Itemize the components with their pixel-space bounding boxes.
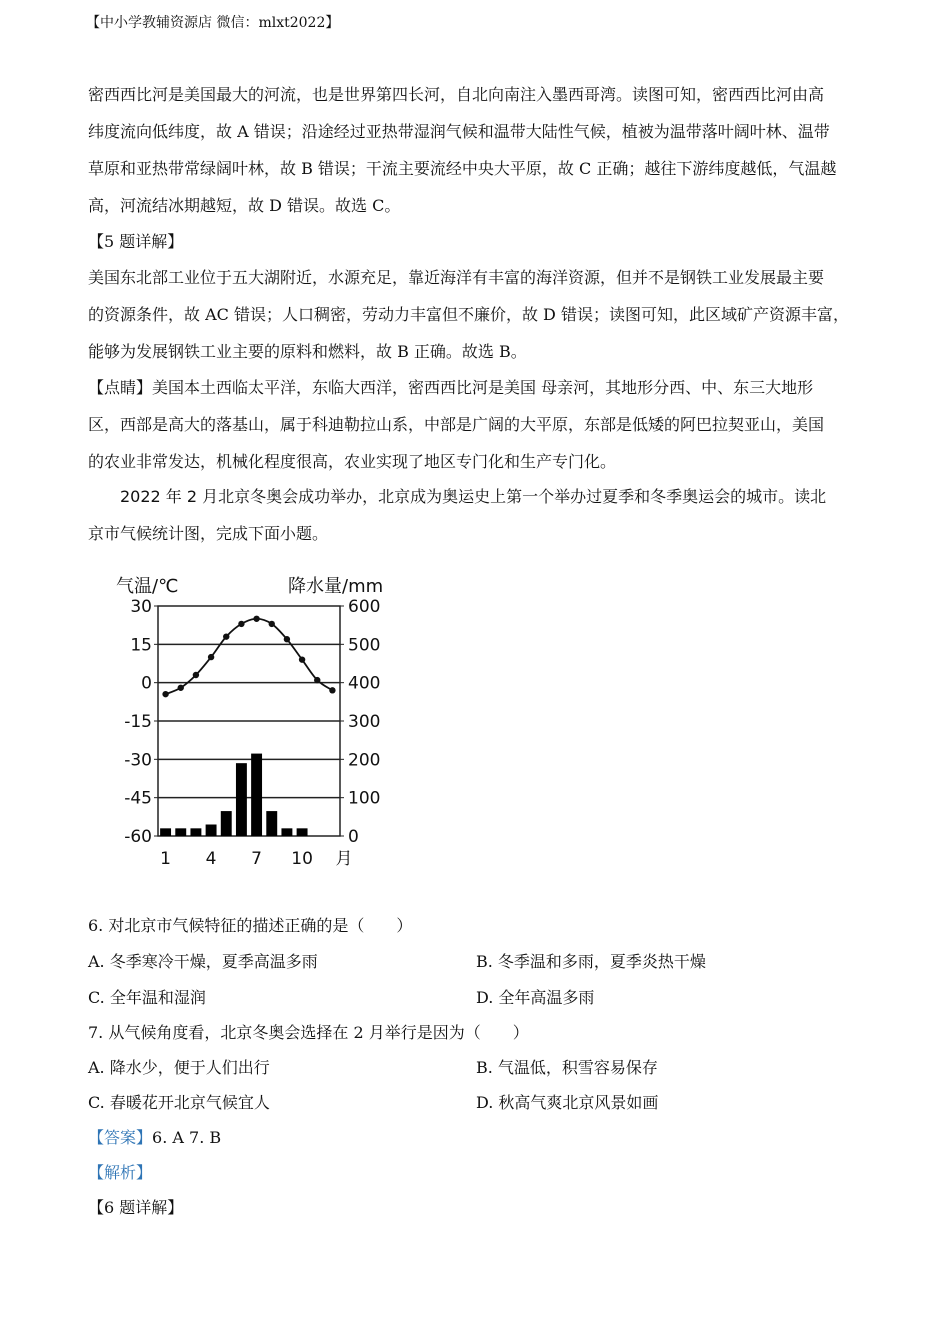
- q6-option-d: D. 全年高温多雨: [476, 988, 595, 1007]
- precip-bar: [281, 828, 292, 836]
- intro-line-2: 京市气候统计图，完成下面小题。: [88, 524, 329, 543]
- precip-bar: [251, 754, 262, 836]
- precip-bar: [175, 828, 186, 836]
- month-tick-label: 1: [160, 849, 171, 869]
- temp-tick-label: 30: [130, 597, 152, 617]
- precip-bar: [160, 828, 171, 836]
- temp-tick-label: -15: [124, 712, 152, 732]
- precip-bar: [266, 811, 277, 836]
- month-tick-label: 7: [251, 849, 262, 869]
- point-line-3: 的农业非常发达，机械化程度很高，农业实现了地区专门化和生产专门化。: [88, 452, 617, 471]
- precip-tick-label: 100: [348, 788, 381, 809]
- para2-line-1: 美国东北部工业位于五大湖附近，水源充足，靠近海洋有丰富的海洋资源，但并不是钢铁工业发展最主要: [88, 268, 825, 287]
- precip-tick-label: 400: [348, 673, 381, 694]
- para2-line-3: 能够为发展钢铁工业主要的原料和燃料，故 B 正确。故选 B。: [88, 342, 527, 361]
- precip-bar: [297, 828, 308, 836]
- para1-line-1: 密西西比河是美国最大的河流，也是世界第四长河，自北向南注入墨西哥湾。读图可知，密西西比河由高: [88, 85, 825, 104]
- precip-bar: [236, 763, 247, 836]
- point-line-1: 【点睛】美国本土西临太平洋，东临大西洋，密西西比河是美国 母亲河，其地形分西、中、东三大地形: [88, 378, 814, 397]
- q6-option-a: A. 冬季寒冷干燥，夏季高温多雨: [88, 952, 318, 971]
- climate-chart: [110, 570, 410, 875]
- para1-line-2: 纬度流向低纬度，故 A 错误；沿途经过亚热带湿润气候和温带大陆性气候，植被为温带落叶阔叶林、温带: [88, 122, 830, 141]
- q7-option-c: C. 春暖花开北京气候宜人: [88, 1093, 270, 1112]
- right-axis-title: 降水量/mm: [288, 576, 384, 597]
- para1-line-3: 草原和亚热带常绿阔叶林，故 B 错误；干流主要流经中央大平原，故 C 正确；越往下游纬度越低，气温越: [88, 159, 837, 178]
- q7-option-a: A. 降水少，便于人们出行: [88, 1058, 270, 1077]
- precip-tick-label: 500: [348, 635, 381, 656]
- precip-bar: [190, 828, 201, 836]
- temperature-point: [238, 621, 244, 627]
- q5-heading: 【5 题详解】: [88, 232, 184, 251]
- x-axis-label: 月: [335, 849, 353, 869]
- temp-tick-label: -45: [124, 788, 152, 809]
- q7-option-b: B. 气温低，积雪容易保存: [476, 1058, 658, 1077]
- temperature-point: [193, 672, 199, 678]
- month-tick-label: 4: [205, 849, 217, 869]
- precip-tick-label: 600: [348, 597, 381, 617]
- intro-line-1: 2022 年 2 月北京冬奥会成功举办，北京成为奥运史上第一个举办过夏季和冬季奥运会的城市。读北: [120, 487, 827, 506]
- temperature-point: [162, 691, 168, 697]
- temp-tick-label: -30: [124, 750, 152, 771]
- q7-stem: 7. 从气候角度看，北京冬奥会选择在 2 月举行是因为（ ）: [88, 1023, 529, 1042]
- q6-stem: 6. 对北京市气候特征的描述正确的是（ ）: [88, 916, 413, 935]
- month-tick-label: 10: [291, 849, 313, 869]
- answer-text: 6. A 7. B: [152, 1128, 222, 1147]
- q7-option-d: D. 秋高气爽北京风景如画: [476, 1093, 659, 1112]
- q6-option-c: C. 全年温和湿润: [88, 988, 206, 1007]
- temp-tick-label: 0: [141, 673, 152, 694]
- temp-tick-label: -60: [124, 827, 152, 847]
- temperature-point: [314, 677, 320, 683]
- precip-tick-label: 200: [348, 750, 381, 771]
- analysis-label: 【解析】: [88, 1163, 153, 1182]
- temperature-point: [178, 685, 184, 691]
- precip-tick-label: 0: [348, 827, 359, 847]
- temperature-point: [253, 616, 259, 622]
- answer-label: 【答案】: [88, 1128, 153, 1147]
- q6-option-b: B. 冬季温和多雨，夏季炎热干燥: [476, 952, 706, 971]
- para1-line-4: 高，河流结冰期越短，故 D 错误。故选 C。: [88, 196, 401, 215]
- temperature-point: [223, 633, 229, 639]
- point-line-2: 区，西部是高大的落基山，属于科迪勒拉山系，中部是广阔的大平原，东部是低矮的阿巴拉契亚山，美国: [88, 415, 825, 434]
- header-watermark: 【中小学教辅资源店 微信：mlxt2022】: [86, 15, 340, 31]
- temperature-point: [284, 636, 290, 642]
- precip-bar: [206, 825, 217, 837]
- q6-heading: 【6 题详解】: [88, 1198, 184, 1217]
- para2-line-2: 的资源条件，故 AC 错误；人口稠密，劳动力丰富但不廉价，故 D 错误；读图可知，此区域矿产资源丰富，: [88, 305, 849, 324]
- precip-bar: [221, 811, 232, 836]
- temperature-point: [208, 654, 214, 660]
- temperature-point: [329, 687, 335, 693]
- temperature-point: [299, 656, 305, 662]
- temperature-point: [269, 621, 275, 627]
- temp-tick-label: 15: [130, 635, 152, 656]
- left-axis-title: 气温/℃: [116, 576, 179, 597]
- precip-tick-label: 300: [348, 712, 381, 732]
